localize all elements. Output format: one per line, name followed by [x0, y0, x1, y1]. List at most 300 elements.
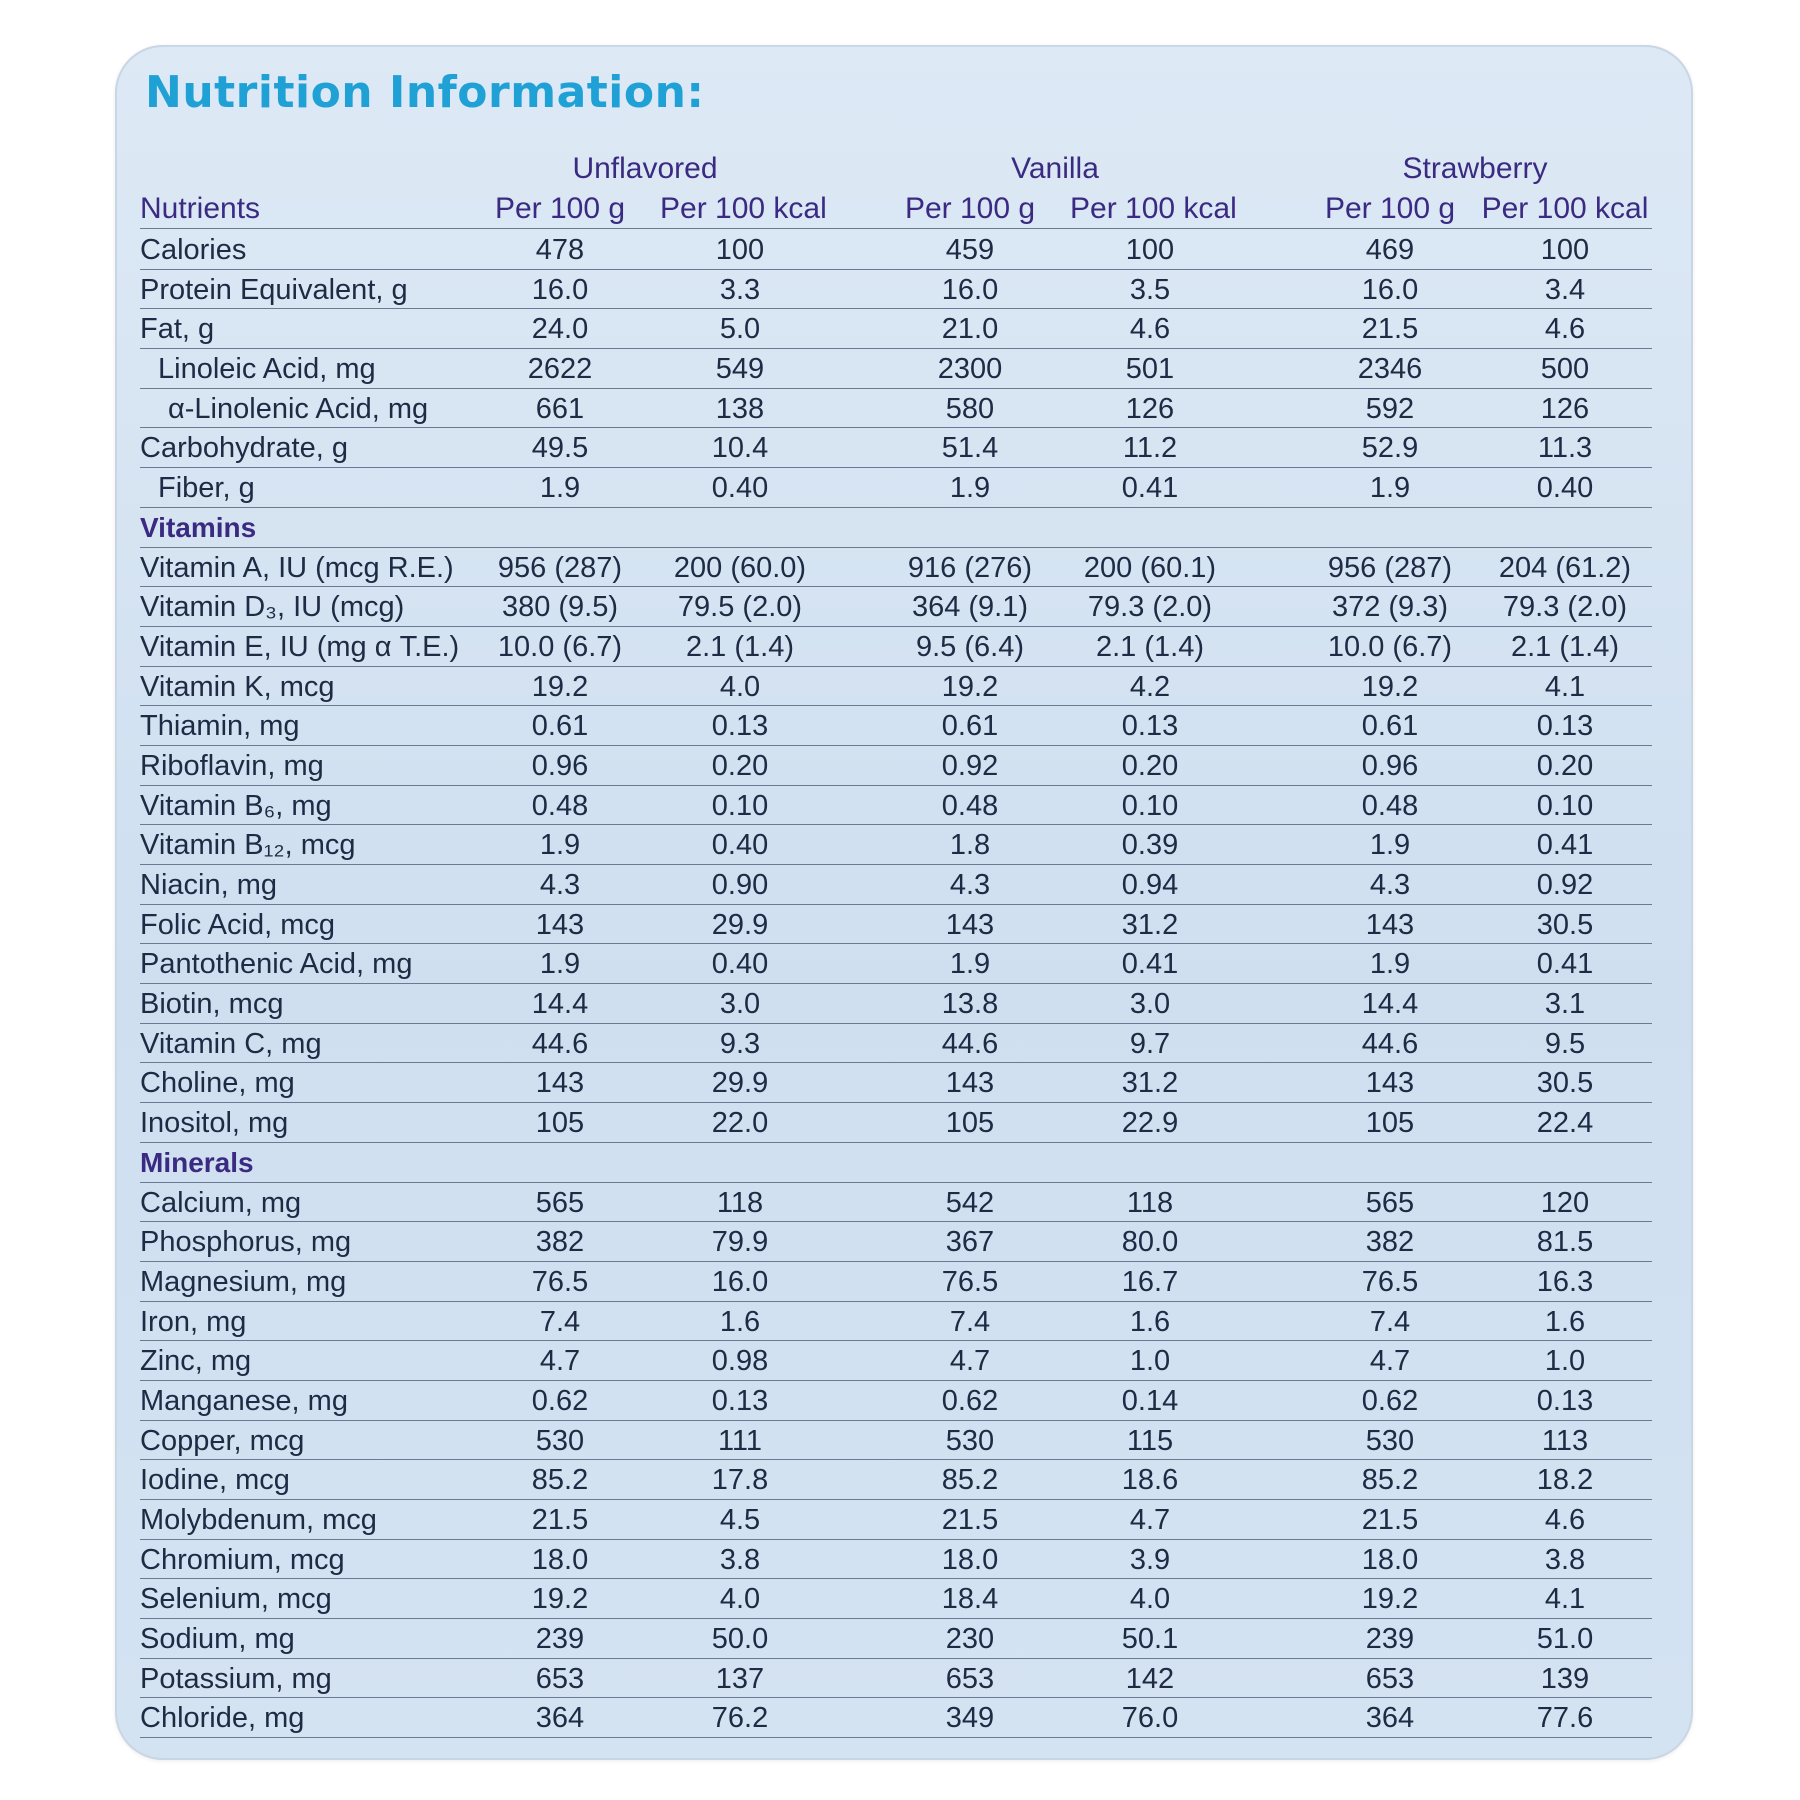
- cell-unflavored-per-kcal: 3.3: [719, 273, 761, 306]
- cell-strawberry-per-g: 653: [1365, 1662, 1415, 1695]
- cell-vanilla-per-kcal: 4.6: [1129, 313, 1171, 346]
- cell-unflavored-per-kcal: 118: [716, 1186, 764, 1219]
- cell-vanilla-per-g: 9.5 (6.4): [916, 630, 1024, 663]
- nutrient-label: Zinc, mg: [140, 1345, 252, 1378]
- cell-strawberry-per-kcal: 120: [1540, 1186, 1590, 1219]
- cell-strawberry-per-g: 382: [1365, 1226, 1415, 1259]
- cell-vanilla-per-kcal: 0.10: [1121, 789, 1179, 822]
- cell-unflavored-per-kcal: 4.5: [719, 1504, 761, 1536]
- table-row: [140, 1500, 1652, 1540]
- cell-vanilla-per-kcal: 0.41: [1121, 472, 1179, 505]
- cell-vanilla-per-kcal: 100: [1125, 234, 1175, 266]
- cell-unflavored-per-g: 24.0: [531, 313, 589, 346]
- nutrients-header: Nutrients: [140, 192, 261, 225]
- cell-unflavored-per-kcal: 0.13: [711, 1384, 769, 1417]
- table-row: [140, 984, 1652, 1024]
- cell-strawberry-per-kcal: 204 (61.2): [1498, 551, 1632, 584]
- nutrient-label: Pantothenic Acid, mg: [140, 948, 413, 981]
- cell-unflavored-per-g: 21.5: [531, 1504, 589, 1536]
- cell-vanilla-per-kcal: 501: [1125, 353, 1175, 386]
- nutrient-label: Vitamin C, mg: [140, 1027, 322, 1060]
- cell-strawberry-per-kcal: 9.5: [1544, 1027, 1586, 1060]
- cell-vanilla-per-kcal: 4.2: [1129, 670, 1171, 703]
- nutrient-label: Protein Equivalent, g: [140, 273, 408, 306]
- cell-vanilla-per-kcal: 3.0: [1129, 988, 1171, 1021]
- cell-strawberry-per-kcal: 77.6: [1536, 1702, 1594, 1735]
- cell-strawberry-per-kcal: 3.4: [1544, 273, 1586, 306]
- cell-vanilla-per-kcal: 1.0: [1129, 1345, 1171, 1378]
- cell-unflavored-per-g: 4.3: [539, 869, 581, 901]
- cell-unflavored-per-kcal: 76.2: [711, 1702, 769, 1735]
- cell-unflavored-per-g: 76.5: [531, 1265, 589, 1298]
- cell-unflavored-per-kcal: 79.5 (2.0): [677, 591, 803, 624]
- cell-unflavored-per-g: 4.7: [539, 1345, 581, 1378]
- cell-vanilla-per-kcal: 0.13: [1121, 710, 1179, 743]
- table-row: [140, 349, 1652, 389]
- cell-strawberry-per-kcal: 22.4: [1536, 1107, 1594, 1140]
- cell-vanilla-per-kcal: 31.2: [1121, 1067, 1179, 1100]
- table-row: [140, 230, 1652, 270]
- cell-unflavored-per-g: 382: [535, 1226, 585, 1259]
- cell-unflavored-per-kcal: 0.40: [711, 472, 769, 505]
- cell-unflavored-per-kcal: 17.8: [711, 1464, 769, 1497]
- section-heading-row: [140, 508, 1652, 548]
- table-row: [140, 1262, 1652, 1302]
- cell-strawberry-per-kcal: 100: [1540, 234, 1590, 266]
- cell-vanilla-per-g: 16.0: [941, 273, 999, 306]
- cell-strawberry-per-kcal: 81.5: [1536, 1226, 1594, 1259]
- cell-unflavored-per-g: 10.0 (6.7): [497, 630, 623, 663]
- nutrition-panel: [115, 45, 1693, 1760]
- cell-vanilla-per-kcal: 2.1 (1.4): [1096, 630, 1204, 663]
- cell-vanilla-per-kcal: 16.7: [1121, 1265, 1179, 1298]
- table-row: [140, 1103, 1652, 1143]
- per-g-header-vanilla: Per 100 g: [904, 192, 1036, 225]
- table-row: [140, 1341, 1652, 1381]
- cell-unflavored-per-kcal: 9.3: [719, 1027, 761, 1060]
- cell-strawberry-per-kcal: 79.3 (2.0): [1502, 591, 1628, 624]
- cell-strawberry-per-g: 143: [1365, 1067, 1415, 1100]
- flavor-strawberry: Strawberry: [1402, 152, 1548, 185]
- cell-unflavored-per-g: 105: [535, 1107, 585, 1140]
- cell-strawberry-per-g: 143: [1365, 908, 1415, 941]
- cell-vanilla-per-g: 367: [945, 1226, 995, 1259]
- table-row: [140, 1302, 1652, 1342]
- cell-strawberry-per-kcal: 16.3: [1536, 1265, 1594, 1298]
- cell-vanilla-per-g: 85.2: [941, 1464, 999, 1497]
- nutrient-label: Vitamin K, mcg: [140, 670, 335, 703]
- cell-unflavored-per-g: 0.96: [531, 749, 589, 782]
- cell-vanilla-per-kcal: 4.0: [1129, 1583, 1171, 1616]
- table-row: [140, 825, 1652, 865]
- table-row: [140, 627, 1652, 667]
- cell-unflavored-per-g: 661: [535, 392, 585, 425]
- nutrient-label: Calories: [140, 234, 247, 266]
- cell-unflavored-per-kcal: 3.0: [719, 988, 761, 1021]
- cell-vanilla-per-g: 364 (9.1): [911, 591, 1029, 624]
- cell-unflavored-per-g: 44.6: [531, 1027, 589, 1060]
- cell-vanilla-per-g: 21.5: [941, 1504, 999, 1536]
- cell-unflavored-per-g: 380 (9.5): [501, 591, 619, 624]
- table-row: [140, 1698, 1652, 1738]
- cell-vanilla-per-kcal: 80.0: [1121, 1226, 1179, 1259]
- cell-unflavored-per-g: 653: [535, 1662, 585, 1695]
- cell-vanilla-per-g: 0.61: [941, 710, 999, 743]
- cell-vanilla-per-kcal: 11.2: [1122, 432, 1178, 465]
- table-row: [140, 667, 1652, 707]
- cell-unflavored-per-g: 1.9: [539, 472, 581, 505]
- cell-strawberry-per-kcal: 4.6: [1544, 1504, 1586, 1536]
- cell-unflavored-per-kcal: 100: [715, 234, 765, 266]
- cell-vanilla-per-kcal: 200 (60.1): [1083, 551, 1217, 584]
- cell-strawberry-per-kcal: 11.3: [1537, 432, 1593, 465]
- cell-vanilla-per-g: 580: [945, 392, 995, 425]
- cell-vanilla-per-g: 916 (276): [907, 551, 1033, 584]
- cell-unflavored-per-kcal: 0.90: [711, 869, 769, 901]
- table-row: [140, 270, 1652, 310]
- cell-strawberry-per-g: 19.2: [1361, 670, 1419, 703]
- cell-unflavored-per-kcal: 4.0: [719, 1583, 761, 1616]
- cell-unflavored-per-g: 0.48: [531, 789, 589, 822]
- table-row: [140, 587, 1652, 627]
- nutrient-label: Carbohydrate, g: [140, 432, 348, 465]
- cell-strawberry-per-kcal: 30.5: [1536, 908, 1594, 941]
- cell-strawberry-per-kcal: 0.13: [1536, 710, 1594, 743]
- cell-strawberry-per-g: 239: [1365, 1623, 1415, 1656]
- cell-strawberry-per-g: 105: [1365, 1107, 1415, 1140]
- flavor-vanilla: Vanilla: [1011, 152, 1099, 185]
- cell-vanilla-per-g: 4.3: [949, 869, 991, 901]
- table-row: [140, 1024, 1652, 1064]
- cell-vanilla-per-g: 653: [945, 1662, 995, 1695]
- section-heading: Minerals: [140, 1146, 254, 1178]
- cell-unflavored-per-g: 19.2: [531, 670, 589, 703]
- cell-unflavored-per-g: 239: [535, 1623, 585, 1656]
- table-row: [140, 905, 1652, 945]
- cell-strawberry-per-g: 52.9: [1361, 432, 1419, 465]
- nutrient-label: Magnesium, mg: [140, 1265, 347, 1298]
- table-row: [140, 1619, 1652, 1659]
- cell-unflavored-per-kcal: 0.13: [711, 710, 769, 743]
- cell-strawberry-per-g: 14.4: [1361, 988, 1419, 1021]
- cell-vanilla-per-kcal: 1.6: [1129, 1305, 1171, 1338]
- cell-strawberry-per-kcal: 0.92: [1536, 869, 1594, 901]
- cell-unflavored-per-g: 14.4: [531, 988, 589, 1021]
- nutrient-label: Vitamin B₆, mg: [140, 789, 332, 822]
- cell-strawberry-per-kcal: 4.1: [1544, 1583, 1586, 1616]
- cell-vanilla-per-kcal: 79.3 (2.0): [1087, 591, 1213, 624]
- cell-vanilla-per-kcal: 118: [1126, 1186, 1174, 1219]
- cell-strawberry-per-g: 565: [1365, 1186, 1415, 1219]
- cell-vanilla-per-kcal: 142: [1125, 1662, 1175, 1695]
- cell-vanilla-per-kcal: 0.39: [1121, 829, 1179, 862]
- cell-vanilla-per-kcal: 9.7: [1129, 1027, 1171, 1060]
- cell-vanilla-per-kcal: 31.2: [1121, 908, 1179, 941]
- cell-unflavored-per-kcal: 1.6: [719, 1305, 761, 1338]
- cell-vanilla-per-kcal: 76.0: [1121, 1702, 1179, 1735]
- table-row: [140, 548, 1652, 588]
- cell-strawberry-per-kcal: 51.0: [1536, 1623, 1594, 1656]
- nutrient-label: Vitamin B₁₂, mcg: [140, 829, 356, 862]
- table-row: [140, 706, 1652, 746]
- cell-strawberry-per-kcal: 0.13: [1536, 1384, 1594, 1417]
- table-row: [140, 428, 1652, 468]
- flavor-unflavored: Unflavored: [572, 152, 718, 185]
- table-row: [140, 1222, 1652, 1262]
- cell-unflavored-per-kcal: 10.4: [711, 432, 769, 465]
- cell-strawberry-per-g: 16.0: [1361, 273, 1419, 306]
- cell-unflavored-per-g: 143: [535, 1067, 585, 1100]
- cell-strawberry-per-g: 4.3: [1369, 869, 1411, 901]
- cell-unflavored-per-kcal: 0.98: [711, 1345, 769, 1378]
- per-kcal-header-unflavored: Per 100 kcal: [660, 192, 827, 225]
- cell-strawberry-per-kcal: 113: [1541, 1424, 1589, 1457]
- cell-strawberry-per-kcal: 1.6: [1544, 1305, 1586, 1338]
- cell-strawberry-per-g: 7.4: [1369, 1305, 1411, 1338]
- cell-unflavored-per-kcal: 0.20: [711, 749, 769, 782]
- nutrient-label: Sodium, mg: [140, 1623, 295, 1656]
- cell-unflavored-per-kcal: 79.9: [711, 1226, 769, 1259]
- cell-strawberry-per-kcal: 126: [1540, 392, 1590, 425]
- cell-vanilla-per-g: 13.8: [941, 988, 999, 1021]
- table-row: [140, 389, 1652, 429]
- cell-strawberry-per-kcal: 0.10: [1536, 789, 1594, 822]
- cell-strawberry-per-g: 530: [1365, 1424, 1415, 1457]
- cell-unflavored-per-kcal: 138: [715, 392, 765, 425]
- table-row: [140, 1540, 1652, 1580]
- nutrient-label: Phosphorus, mg: [140, 1226, 352, 1259]
- cell-vanilla-per-g: 18.4: [941, 1583, 999, 1616]
- cell-unflavored-per-kcal: 29.9: [711, 1067, 769, 1100]
- nutrient-label: Iron, mg: [140, 1305, 247, 1338]
- cell-unflavored-per-kcal: 200 (60.0): [673, 551, 807, 584]
- cell-unflavored-per-kcal: 29.9: [711, 908, 769, 941]
- cell-unflavored-per-kcal: 0.40: [711, 829, 769, 862]
- cell-vanilla-per-g: 1.9: [949, 472, 991, 505]
- cell-unflavored-per-g: 19.2: [531, 1583, 589, 1616]
- cell-unflavored-per-g: 49.5: [531, 432, 589, 465]
- table-row: [140, 865, 1652, 905]
- nutrient-label: Folic Acid, mcg: [140, 908, 335, 941]
- cell-vanilla-per-kcal: 0.20: [1121, 749, 1179, 782]
- cell-unflavored-per-g: 18.0: [531, 1543, 589, 1576]
- cell-vanilla-per-kcal: 0.41: [1121, 948, 1179, 981]
- cell-unflavored-per-g: 530: [535, 1424, 585, 1457]
- flavor-header-row: [140, 148, 1652, 188]
- cell-strawberry-per-g: 0.48: [1361, 789, 1419, 822]
- per-g-header-unflavored: Per 100 g: [494, 192, 626, 225]
- cell-strawberry-per-kcal: 0.41: [1536, 829, 1594, 862]
- cell-strawberry-per-kcal: 3.8: [1544, 1543, 1586, 1576]
- nutrient-label: Vitamin D₃, IU (mcg): [140, 591, 405, 624]
- cell-strawberry-per-kcal: 2.1 (1.4): [1511, 630, 1619, 663]
- cell-strawberry-per-kcal: 4.1: [1544, 670, 1586, 703]
- cell-vanilla-per-kcal: 3.5: [1129, 273, 1171, 306]
- cell-strawberry-per-g: 21.5: [1361, 313, 1419, 346]
- table-row: [140, 309, 1652, 349]
- nutrient-table: [140, 230, 1652, 1738]
- nutrient-label: Iodine, mcg: [140, 1464, 290, 1497]
- cell-unflavored-per-kcal: 3.8: [719, 1543, 761, 1576]
- cell-vanilla-per-g: 349: [945, 1702, 995, 1735]
- cell-vanilla-per-kcal: 18.6: [1121, 1464, 1179, 1497]
- cell-vanilla-per-kcal: 50.1: [1121, 1623, 1179, 1656]
- cell-unflavored-per-kcal: 50.0: [711, 1623, 769, 1656]
- cell-unflavored-per-g: 0.62: [531, 1384, 589, 1417]
- cell-vanilla-per-g: 1.8: [949, 829, 991, 862]
- cell-unflavored-per-kcal: 16.0: [711, 1265, 769, 1298]
- cell-unflavored-per-kcal: 111: [717, 1424, 763, 1457]
- cell-strawberry-per-g: 19.2: [1361, 1583, 1419, 1616]
- table-row: [140, 1460, 1652, 1500]
- cell-vanilla-per-g: 105: [945, 1107, 995, 1140]
- cell-vanilla-per-g: 18.0: [941, 1543, 999, 1576]
- nutrient-label: Fiber, g: [158, 472, 255, 505]
- cell-strawberry-per-g: 592: [1365, 392, 1415, 425]
- cell-unflavored-per-g: 956 (287): [497, 551, 623, 584]
- table-row: [140, 944, 1652, 984]
- cell-unflavored-per-g: 565: [535, 1186, 585, 1219]
- cell-strawberry-per-g: 469: [1365, 234, 1415, 266]
- cell-vanilla-per-kcal: 0.14: [1121, 1384, 1179, 1417]
- cell-strawberry-per-g: 2346: [1357, 353, 1423, 386]
- nutrient-label: Potassium, mg: [140, 1662, 332, 1695]
- cell-strawberry-per-kcal: 139: [1540, 1662, 1590, 1695]
- table-row: [140, 1183, 1652, 1223]
- cell-vanilla-per-g: 143: [945, 1067, 995, 1100]
- nutrient-label: Chloride, mg: [140, 1702, 305, 1735]
- table-row: [140, 786, 1652, 826]
- cell-strawberry-per-kcal: 500: [1540, 353, 1590, 386]
- cell-strawberry-per-g: 21.5: [1361, 1504, 1419, 1536]
- cell-vanilla-per-g: 0.62: [941, 1384, 999, 1417]
- cell-vanilla-per-g: 4.7: [949, 1345, 991, 1378]
- cell-strawberry-per-kcal: 0.41: [1536, 948, 1594, 981]
- nutrient-label: Copper, mcg: [140, 1424, 305, 1457]
- cell-strawberry-per-kcal: 1.0: [1544, 1345, 1586, 1378]
- cell-unflavored-per-g: 478: [535, 234, 585, 266]
- cell-vanilla-per-g: 19.2: [941, 670, 999, 703]
- cell-unflavored-per-kcal: 22.0: [711, 1107, 769, 1140]
- cell-strawberry-per-kcal: 4.6: [1544, 313, 1586, 346]
- table-row: [140, 1421, 1652, 1461]
- cell-vanilla-per-kcal: 4.7: [1129, 1504, 1171, 1536]
- cell-vanilla-per-g: 7.4: [949, 1305, 991, 1338]
- cell-unflavored-per-g: 2622: [527, 353, 593, 386]
- cell-unflavored-per-kcal: 2.1 (1.4): [686, 630, 794, 663]
- cell-unflavored-per-kcal: 5.0: [719, 313, 761, 346]
- cell-strawberry-per-g: 1.9: [1369, 948, 1411, 981]
- cell-vanilla-per-g: 530: [945, 1424, 995, 1457]
- table-row: [140, 468, 1652, 508]
- cell-vanilla-per-g: 76.5: [941, 1265, 999, 1298]
- cell-strawberry-per-g: 85.2: [1361, 1464, 1419, 1497]
- nutrient-label: Selenium, mcg: [140, 1583, 332, 1616]
- section-heading-row: [140, 1143, 1652, 1183]
- cell-unflavored-per-kcal: 0.10: [711, 789, 769, 822]
- cell-vanilla-per-kcal: 126: [1125, 392, 1175, 425]
- cell-strawberry-per-g: 18.0: [1361, 1543, 1419, 1576]
- cell-vanilla-per-g: 0.48: [941, 789, 999, 822]
- cell-vanilla-per-kcal: 0.94: [1121, 869, 1179, 901]
- cell-unflavored-per-g: 0.61: [531, 710, 589, 743]
- cell-unflavored-per-g: 16.0: [531, 273, 589, 306]
- nutrient-label: Vitamin E, IU (mg α T.E.): [140, 630, 460, 663]
- nutrient-label: Biotin, mcg: [140, 988, 284, 1021]
- cell-vanilla-per-kcal: 3.9: [1129, 1543, 1171, 1576]
- cell-unflavored-per-kcal: 549: [715, 353, 765, 386]
- cell-vanilla-per-g: 51.4: [941, 432, 999, 465]
- nutrient-label: Fat, g: [140, 313, 215, 346]
- cell-vanilla-per-g: 459: [945, 234, 995, 266]
- cell-vanilla-per-g: 0.92: [941, 749, 999, 782]
- cell-strawberry-per-g: 76.5: [1361, 1265, 1419, 1298]
- cell-unflavored-per-g: 7.4: [539, 1305, 581, 1338]
- nutrient-label: Chromium, mcg: [140, 1543, 345, 1576]
- table-row: [140, 1579, 1652, 1619]
- table-row: [140, 1063, 1652, 1103]
- nutrient-label: Niacin, mg: [140, 869, 277, 901]
- cell-vanilla-per-g: 230: [945, 1623, 995, 1656]
- nutrient-label: Thiamin, mg: [140, 710, 300, 743]
- per-kcal-header-vanilla: Per 100 kcal: [1070, 192, 1237, 225]
- cell-strawberry-per-g: 0.61: [1361, 710, 1419, 743]
- cell-strawberry-per-g: 1.9: [1369, 829, 1411, 862]
- cell-strawberry-per-g: 0.96: [1361, 749, 1419, 782]
- table-row: [140, 746, 1652, 786]
- cell-strawberry-per-g: 0.62: [1361, 1384, 1419, 1417]
- cell-vanilla-per-g: 44.6: [941, 1027, 999, 1060]
- cell-vanilla-per-kcal: 22.9: [1121, 1107, 1179, 1140]
- cell-unflavored-per-g: 85.2: [531, 1464, 589, 1497]
- column-header-row: [140, 188, 1652, 229]
- table-row: [140, 1381, 1652, 1421]
- nutrient-label: Calcium, mg: [140, 1186, 302, 1219]
- cell-strawberry-per-g: 1.9: [1369, 472, 1411, 505]
- per-kcal-header-strawberry: Per 100 kcal: [1481, 192, 1649, 225]
- cell-strawberry-per-g: 956 (287): [1327, 551, 1453, 584]
- cell-strawberry-per-kcal: 0.20: [1536, 749, 1594, 782]
- nutrient-label: Manganese, mg: [140, 1384, 348, 1417]
- nutrient-label: Vitamin A, IU (mcg R.E.): [140, 551, 454, 584]
- section-heading: Vitamins: [140, 511, 257, 543]
- table-row: [140, 1659, 1652, 1699]
- cell-strawberry-per-kcal: 18.2: [1536, 1464, 1594, 1497]
- cell-unflavored-per-kcal: 4.0: [719, 670, 761, 703]
- cell-unflavored-per-g: 143: [535, 908, 585, 941]
- nutrient-label: Choline, mg: [140, 1067, 295, 1100]
- cell-vanilla-per-g: 1.9: [949, 948, 991, 981]
- cell-unflavored-per-kcal: 137: [715, 1662, 765, 1695]
- cell-strawberry-per-g: 10.0 (6.7): [1327, 630, 1453, 663]
- page-title: Nutrition Information:: [145, 67, 705, 118]
- cell-strawberry-per-kcal: 3.1: [1544, 988, 1586, 1021]
- cell-vanilla-per-g: 21.0: [941, 313, 999, 346]
- per-g-header-strawberry: Per 100 g: [1324, 192, 1456, 225]
- cell-unflavored-per-kcal: 0.40: [711, 948, 769, 981]
- cell-strawberry-per-kcal: 30.5: [1536, 1067, 1594, 1100]
- nutrient-label: Molybdenum, mcg: [140, 1504, 377, 1536]
- cell-strawberry-per-g: 364: [1365, 1702, 1415, 1735]
- cell-unflavored-per-g: 364: [535, 1702, 585, 1735]
- cell-vanilla-per-g: 2300: [937, 353, 1003, 386]
- nutrient-label: Riboflavin, mg: [140, 749, 324, 782]
- cell-strawberry-per-kcal: 0.40: [1536, 472, 1594, 505]
- cell-unflavored-per-g: 1.9: [539, 829, 581, 862]
- cell-unflavored-per-g: 1.9: [539, 948, 581, 981]
- cell-strawberry-per-g: 44.6: [1361, 1027, 1419, 1060]
- cell-vanilla-per-kcal: 115: [1126, 1424, 1174, 1457]
